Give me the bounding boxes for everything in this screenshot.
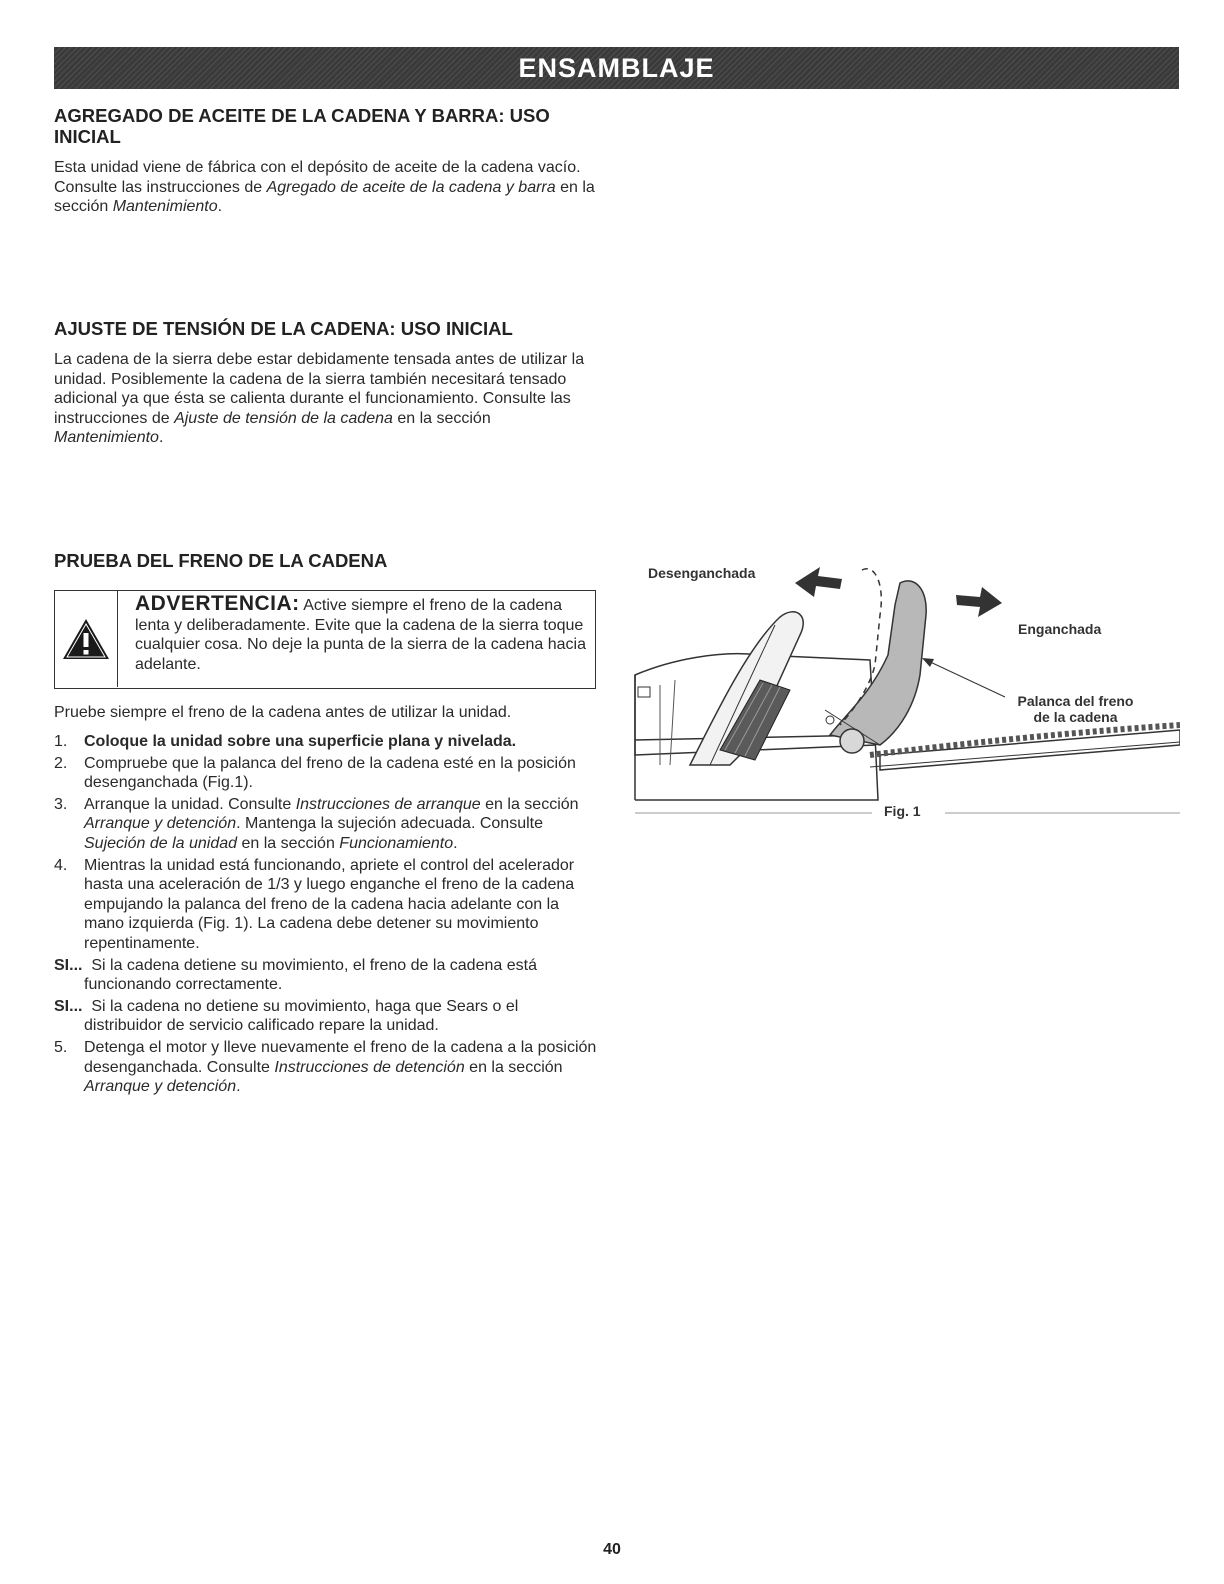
- list-item: [54, 754, 599, 793]
- si-label: SI...: [54, 997, 83, 1015]
- paragraph-chain-oil: [54, 158, 599, 217]
- italic-ref: Arranque y detención: [84, 1078, 237, 1096]
- italic-ref: Funcionamiento: [339, 834, 454, 852]
- si-line: [54, 997, 599, 1036]
- warning-text: [135, 594, 590, 674]
- italic-ref: Mantenimiento: [112, 198, 218, 216]
- italic-ref: Instrucciones de arranque: [295, 795, 481, 813]
- step-text: [84, 795, 599, 854]
- text: en la sección: [464, 1058, 563, 1076]
- chainsaw-illustration: [630, 555, 1180, 825]
- section-banner: [54, 47, 1179, 89]
- italic-ref: Ajuste de tensión de la cadena: [174, 409, 393, 427]
- list-item: [54, 732, 599, 752]
- italic-ref: Sujeción de la unidad: [84, 834, 238, 852]
- step-number: 5.: [54, 1038, 68, 1056]
- text: .: [453, 834, 458, 852]
- warning-triangle-icon: [55, 591, 118, 687]
- warning-box: [54, 590, 596, 689]
- text: Si la cadena no detiene su movimiento, haga que Sears o el distribuidor de servicio calificado repare la unidad.: [84, 997, 519, 1035]
- label-disengaged: Desenganchada: [648, 565, 756, 581]
- step-number: 3.: [54, 795, 68, 813]
- text: .: [236, 1078, 241, 1096]
- warning-body: Active siempre el freno de la cadena lenta y deliberadamente. Evite que la cadena de la sierra toque cualquier cosa. No deje la punta de la sierra de la cadena hacia adelante.: [135, 597, 586, 673]
- text: en la sección: [54, 178, 595, 216]
- figure-caption: Fig. 1: [884, 803, 921, 819]
- heading-chain-oil: AGREGADO DE ACEITE DE LA CADENA Y BARRA: USO INICIAL: [54, 105, 550, 147]
- arrow-right-icon: [956, 587, 1002, 617]
- text: La cadena de la sierra debe estar debidamente tensada antes de utilizar la unidad. Posiblemente la cadena de la sierra también necesitará tensado adicional ya que ésta se calienta durante el funcionamiento. Consulte las instrucciones de: [54, 351, 585, 427]
- banner-title: ENSAMBLAJE: [518, 52, 715, 83]
- steps-list: [54, 732, 599, 1099]
- text: .: [158, 429, 164, 447]
- label-line: Palanca del freno: [1017, 693, 1134, 709]
- text: Arranque la unidad. Consulte: [84, 795, 296, 813]
- italic-ref: Agregado de aceite de la cadena y barra: [266, 178, 556, 196]
- italic-ref: Mantenimiento: [54, 429, 159, 447]
- si-label: SI...: [54, 956, 83, 974]
- list-item: [54, 997, 599, 1036]
- text: en la sección: [237, 834, 340, 852]
- step-number: 2.: [54, 754, 68, 772]
- step-text: [84, 1038, 599, 1097]
- step-number: 1.: [54, 733, 68, 750]
- si-line: [54, 956, 599, 995]
- list-item: [54, 1038, 599, 1097]
- step-text: Coloque la unidad sobre una superficie plana y nivelada.: [84, 733, 517, 750]
- paragraph-chain-tension: [54, 350, 599, 448]
- arrow-left-icon: [795, 567, 842, 597]
- text: Esta unidad viene de fábrica con el depósito de aceite de la cadena vacío. Consulte las instrucciones de: [54, 159, 581, 196]
- step-number: 4.: [54, 856, 68, 874]
- text: . Mantenga la sujeción adecuada. Consulte: [236, 815, 543, 833]
- heading-chain-brake-test: PRUEBA DEL FRENO DE LA CADENA: [54, 550, 388, 571]
- list-item: [54, 956, 599, 995]
- text: en la sección: [480, 795, 579, 813]
- figure-chain-brake: [630, 555, 1180, 825]
- italic-ref: Arranque y detención: [84, 815, 237, 833]
- label-brake-lever: [1008, 693, 1143, 725]
- intro-text: Pruebe siempre el freno de la cadena antes de utilizar la unidad.: [54, 704, 512, 721]
- text: Si la cadena detiene su movimiento, el freno de la cadena está funcionando correctamente.: [84, 956, 537, 994]
- italic-ref: Instrucciones de detención: [274, 1058, 465, 1076]
- step-text: Mientras la unidad está funcionando, apriete el control del acelerador hasta una aceleración de 1/3 y luego enganche el freno de la cadena empujando la palanca del freno de la cadena hacia adelante con la mano izquierda (Fig. 1). La cadena debe detener su movimiento repentinamente.: [84, 856, 575, 952]
- text: Detenga el motor y lleve nuevamente el freno de la cadena a la posición desenganchada. Consulte: [84, 1038, 597, 1076]
- page-number: 40: [603, 1541, 621, 1558]
- list-item: [54, 795, 599, 854]
- text: .: [217, 198, 223, 216]
- list-item: [54, 856, 599, 954]
- label-engaged: Enganchada: [1018, 621, 1102, 637]
- warning-title: ADVERTENCIA:: [135, 592, 300, 615]
- heading-chain-tension: AJUSTE DE TENSIÓN DE LA CADENA: USO INICIAL: [54, 318, 513, 339]
- step-text: Compruebe que la palanca del freno de la cadena esté en la posición desenganchada (Fig.1).: [84, 754, 576, 792]
- label-line: de la cadena: [1033, 709, 1118, 725]
- text: en la sección: [392, 409, 491, 427]
